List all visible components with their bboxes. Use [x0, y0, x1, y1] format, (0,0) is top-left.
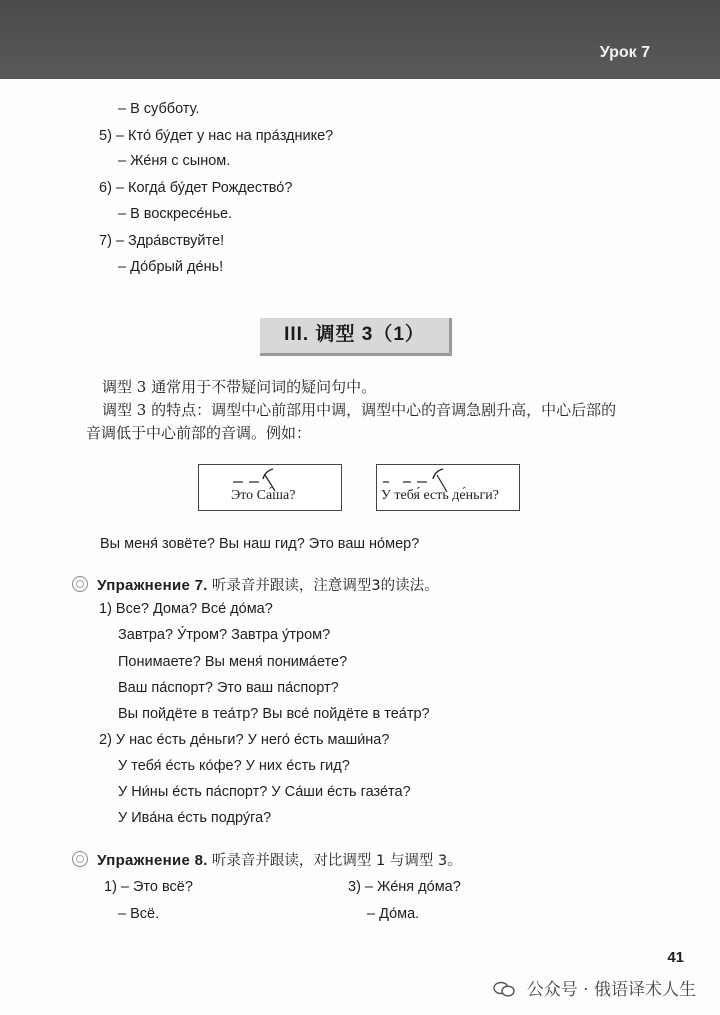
exercise-line: Завтра? У́тром? Завтра у́тром?	[118, 627, 331, 643]
intro-paragraph-2a: 调型 3 的特点：调型中心前部用中调，调型中心的音调急剧升高，中心后部的	[102, 401, 617, 419]
audio-disc-icon	[72, 576, 88, 592]
dialogue-line: 5) – Кто́ бу́дет у нас на пра́зднике?	[99, 128, 334, 144]
dialogue-line: – В воскресе́нье.	[118, 206, 233, 222]
exercise-8-col2-answer: – До́ма.	[367, 906, 420, 922]
exercise-7-heading	[72, 576, 439, 594]
exercise-7-instruction: 听录音并跟读，注意调型3的读法。	[211, 578, 439, 594]
exercise-7-label: Упражнение 7.	[97, 577, 208, 594]
examples-line: Вы меня́ зовёте? Вы наш гид? Это ваш но́мер?	[100, 536, 420, 552]
dialogue-line: – В субботу.	[118, 101, 200, 117]
watermark-text: 公众号 · 俄语译术人生	[526, 980, 696, 1000]
intonation-box-2	[376, 464, 520, 511]
intro-paragraph-2b: 音调低于中心前部的音调。例如：	[86, 424, 312, 442]
exercise-8-label: Упражнение 8.	[97, 852, 208, 869]
dialogue-line: 6) – Когда́ бу́дет Рождество́?	[99, 180, 293, 196]
dialogue-line: – Же́ня с сыном.	[118, 153, 231, 169]
dialogue-line: 7) – Здра́вствуйте!	[99, 233, 225, 249]
wechat-icon	[493, 981, 515, 997]
audio-disc-icon	[72, 851, 88, 867]
section-title: III. 调型 3（1）	[260, 318, 452, 356]
exercise-8-instruction: 听录音并跟读，对比调型 1 与调型 3。	[211, 853, 462, 869]
exercise-line: Вы пойдёте в теа́тр? Вы все́ пойдёте в теа́тр?	[118, 706, 430, 722]
page-number: 41	[667, 949, 684, 966]
exercise-line: Ваш па́спорт? Это ваш па́спорт?	[118, 680, 339, 696]
intro-paragraph-1: 调型 3 通常用于不带疑问词的疑问句中。	[102, 378, 377, 396]
box-2-text: У тебя́ есть де́ньги?	[381, 488, 499, 503]
exercise-line: 2) У нас е́сть де́ньги? У него́ е́сть маши́на?	[99, 732, 390, 748]
exercise-line: Понимаете? Вы меня́ понима́ете?	[118, 654, 348, 670]
exercise-line: У Ива́на е́сть подру́га?	[118, 810, 272, 826]
exercise-8-col1-question: 1) – Это всё?	[104, 879, 193, 895]
exercise-line: 1) Все? Дома? Все́ до́ма?	[99, 601, 273, 617]
intonation-box-1	[198, 464, 342, 511]
exercise-line: У Ни́ны е́сть па́спорт? У Са́ши е́сть газе́та?	[118, 784, 411, 800]
header-bar	[0, 0, 720, 79]
exercise-8-col1-answer: – Всё.	[118, 906, 160, 922]
lesson-label: Урок 7	[599, 44, 650, 61]
exercise-8-col2-question: 3) – Же́ня до́ма?	[348, 879, 461, 895]
exercise-8-heading	[72, 851, 462, 869]
dialogue-line: – До́брый де́нь!	[118, 259, 224, 275]
box-1-text: Это Са́ша?	[231, 488, 296, 503]
watermark	[493, 975, 696, 1000]
exercise-line: У тебя́ е́сть ко́фе? У них е́сть гид?	[118, 758, 350, 774]
